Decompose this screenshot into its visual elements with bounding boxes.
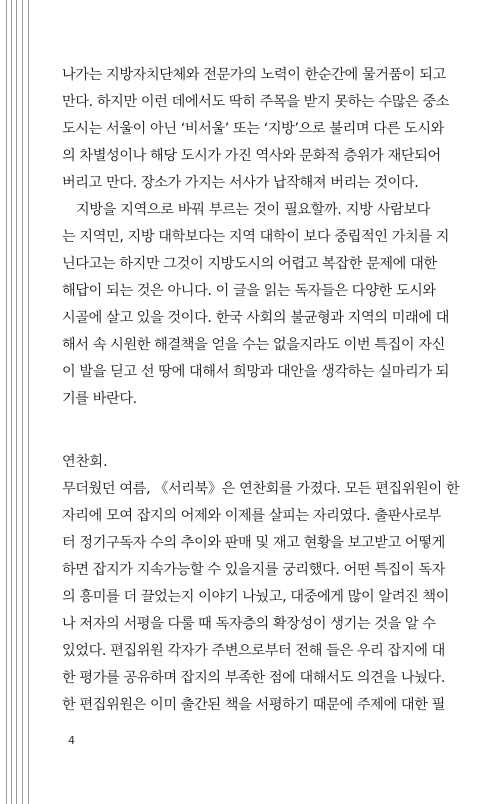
- page-number: 4: [68, 734, 75, 747]
- text-line: 도시는 서울이 아닌 ‘비서울’ 또는 ‘지방’으로 불리며 다른 도시와: [62, 121, 444, 137]
- margin-rules: [0, 0, 34, 804]
- text-line: 자리에 모여 잡지의 어제와 이제를 살피는 자리였다. 출판사로부: [62, 508, 441, 524]
- text-line: 한 평가를 공유하며 잡지의 부족한 점에 대해서도 의견을 나눴다.: [62, 670, 445, 686]
- section-gap: [62, 413, 430, 449]
- margin-rule: [22, 0, 23, 804]
- text-line: 의 차별성이나 해당 도시가 가진 역사와 문화적 층위가 재단되어: [62, 148, 441, 164]
- text-line: 만다. 하지만 이런 데에서도 딱히 주목을 받지 못하는 수많은 중소: [62, 94, 450, 110]
- paragraph-2: [62, 197, 450, 413]
- text-line: 닌다고는 하지만 그것이 지방도시의 어렵고 복잡한 문제에 대한: [62, 256, 437, 272]
- section-heading: 연찬회.: [62, 454, 108, 470]
- text-line: 하면 잡지가 지속가능할 수 있을지를 궁리했다. 어떤 특집이 독자: [62, 562, 445, 578]
- text-line: 의 흥미를 더 끌었는지 이야기 나눴고, 대중에게 많이 알려진 책이: [62, 589, 450, 605]
- text-line: 해서 속 시원한 해결책을 얻을 수는 없을지라도 이번 특집이 자신: [62, 337, 445, 353]
- margin-rule: [6, 0, 7, 804]
- text-line: 버리고 만다. 장소가 가지는 서사가 납작해져 버리는 것이다.: [62, 175, 419, 191]
- paragraph-1: [62, 62, 450, 197]
- text-line: 지방을 지역으로 바꿔 부르는 것이 필요할까. 지방 사람보다: [76, 202, 430, 218]
- margin-rule: [28, 0, 29, 804]
- text-line: 해답이 되는 것은 아니다. 이 글을 읽는 독자들은 다양한 도시와: [62, 283, 436, 299]
- text-line: 는 지역민, 지방 대학보다는 지역 대학이 보다 중립적인 가치를 지: [62, 229, 450, 245]
- text-line: 나가는 지방자치단체와 전문가의 노력이 한순간에 물거품이 되고: [62, 67, 446, 83]
- text-line: 이 발을 딛고 선 땅에 대해서 희망과 대안을 생각하는 실마리가 되: [62, 364, 450, 380]
- text-line: 시골에 살고 있을 것이다. 한국 사회의 불균형과 지역의 미래에 대: [62, 310, 450, 326]
- text-line: 한 편집위원은 이미 출간된 책을 서평하기 때문에 주제에 대한 필: [62, 697, 445, 713]
- margin-rule: [11, 0, 12, 804]
- margin-rule: [16, 0, 17, 804]
- text-line: 기를 바란다.: [62, 391, 137, 407]
- text-line: 나 저자의 서평을 다룰 때 독자층의 확장성이 생기는 것을 알 수: [62, 616, 436, 632]
- text-line: 무더웠던 여름, 《서리북》은 연찬회를 가졌다. 모든 편집위원이 한: [62, 481, 460, 497]
- paragraph-3: [62, 476, 460, 719]
- text-line: 있었다. 편집위원 각자가 주변으로부터 전해 들은 우리 잡지에 대: [62, 643, 445, 659]
- page-content: [62, 62, 460, 719]
- text-line: 터 정기구독자 수의 추이와 판매 및 재고 현황을 보고받고 어떻게: [62, 535, 445, 551]
